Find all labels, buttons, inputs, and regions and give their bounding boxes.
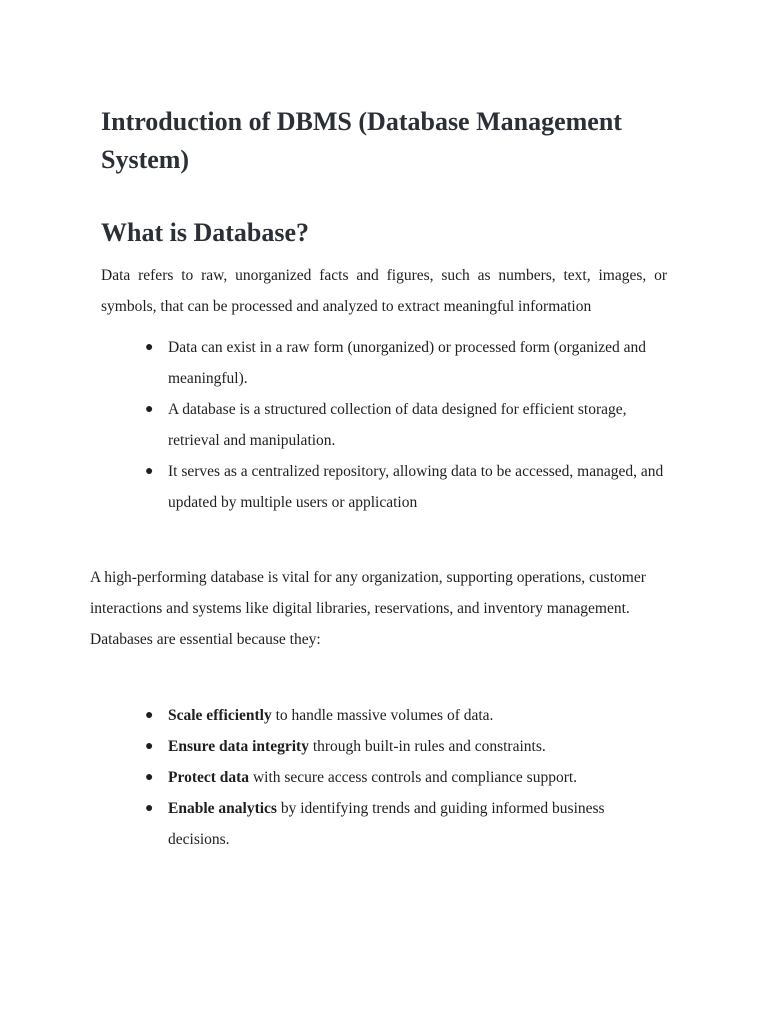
benefit-text: through built-in rules and constraints. [308, 738, 546, 755]
list-item [101, 731, 667, 762]
benefit-text: by identifying trends and guiding informed business decisions. [168, 800, 605, 848]
bullet-icon: ● [145, 402, 154, 417]
list-item-text: It serves as a centralized repository, allowing data to be accessed, managed, and updated by multiple users or application [168, 463, 664, 511]
list-item [101, 456, 667, 518]
list-item [101, 394, 667, 456]
bullet-icon: ● [145, 464, 154, 479]
benefit-label: Protect data [168, 769, 250, 786]
section-heading: What is Database? [101, 218, 310, 247]
benefit-label: Ensure data integrity [168, 738, 309, 755]
list-item [101, 793, 667, 855]
benefits-list [101, 700, 667, 855]
list-item [101, 332, 667, 394]
importance-paragraph: A high-performing database is vital for any organization, supporting operations, customer interactions and systems like digital libraries, reservations, and inventory management. Databases are essential because they: [90, 569, 646, 648]
bullet-icon: ● [145, 739, 154, 754]
benefit-text: with secure access controls and compliance support. [249, 769, 578, 786]
benefit-label: Scale efficiently [168, 707, 272, 724]
definition-list [101, 332, 667, 518]
intro-paragraph: Data refers to raw, unorganized facts and figures, such as numbers, text, images, or symbols, that can be processed and analyzed to extract meaningful information [101, 267, 667, 315]
list-item-text: A database is a structured collection of data designed for efficient storage, retrieval and manipulation. [168, 401, 627, 449]
list-item [101, 762, 667, 793]
benefit-label: Enable analytics [168, 800, 277, 817]
bullet-icon: ● [145, 708, 154, 723]
list-item-text: Data can exist in a raw form (unorganized) or processed form (organized and meaningful). [168, 339, 647, 387]
page-title: Introduction of DBMS (Database Management System) [101, 107, 622, 174]
list-item [101, 700, 667, 731]
bullet-icon: ● [145, 801, 154, 816]
bullet-icon: ● [145, 770, 154, 785]
bullet-icon: ● [145, 340, 154, 355]
benefit-text: to handle massive volumes of data. [271, 707, 494, 724]
